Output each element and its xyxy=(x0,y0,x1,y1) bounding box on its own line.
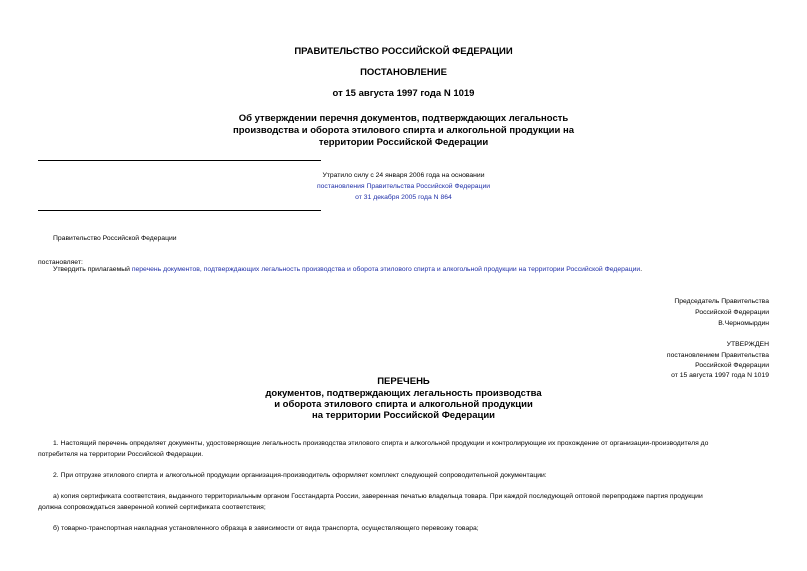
list-title: ПЕРЕЧЕНЬ xyxy=(377,376,430,387)
document-title-line1: Об утверждении перечня документов, подтверждающих легальность xyxy=(238,113,569,124)
approve-prefix: Утвердить прилагаемый xyxy=(53,266,132,273)
approve-suffix: . xyxy=(640,266,643,273)
signature-title: Председатель Правительства xyxy=(674,298,769,305)
divider-bottom xyxy=(38,210,321,211)
approved-by: постановлением Правительства xyxy=(666,352,769,359)
paragraph-a-line1: а) копия сертификата соответствия, выданного территориальным органом Госстандарта России, заверенная печатью владельца товара. При каждой последующей оптовой перепродаже партия продукции xyxy=(53,493,703,500)
government-heading: ПРАВИТЕЛЬСТВО РОССИЙСКОЙ ФЕДЕРАЦИИ xyxy=(294,46,513,57)
divider-top xyxy=(38,160,321,161)
document-date-number: от 15 августа 1997 года N 1019 xyxy=(332,88,475,99)
approved-label: УТВЕРЖДЕН xyxy=(726,341,769,348)
approved-country: Российской Федерации xyxy=(695,362,769,369)
preamble-decrees: постановляет: xyxy=(38,259,83,266)
paragraph-1-line2: потребителя на территории Российской Федерации. xyxy=(38,451,204,458)
paragraph-2: 2. При отгрузке этилового спирта и алкогольной продукции организация-производитель оформляет комплект следующей сопроводительной документации: xyxy=(53,472,547,479)
approve-sentence xyxy=(53,264,642,275)
signature-name: В.Черномырдин xyxy=(718,320,769,327)
document-type: ПОСТАНОВЛЕНИЕ xyxy=(360,67,447,78)
list-subtitle-line2: и оборота этилового спирта и алкогольной продукции xyxy=(274,399,533,410)
paragraph-1-line1: 1. Настоящий перечень определяет документы, удостоверяющие легальность производства этилового спирта и алкогольной продукции и контролирующие их прохождение от организации-производителя до xyxy=(53,440,709,447)
list-subtitle-line1: документов, подтверждающих легальность производства xyxy=(265,388,542,399)
status-note-link-line1[interactable]: постановления Правительства Российской Федерации xyxy=(316,183,491,190)
document-title-line2: производства и оборота этилового спирта и алкогольной продукции на xyxy=(232,125,575,136)
document-title-line3: территории Российской Федерации xyxy=(318,137,489,148)
preamble-government: Правительство Российской Федерации xyxy=(53,235,177,242)
signature-country: Российской Федерации xyxy=(695,309,769,316)
approved-date: от 15 августа 1997 года N 1019 xyxy=(671,372,769,379)
status-note-text: Утратило силу с 24 января 2006 года на основании xyxy=(322,172,485,179)
list-subtitle-line3: на территории Российской Федерации xyxy=(311,410,496,421)
paragraph-a-line2: должна сопровождаться заверенной копией сертификата соответствия; xyxy=(38,504,266,511)
approve-list-link[interactable]: перечень документов, подтверждающих легальность производства и оборота этилового спирта и алкогольной продукции на территории Российской Федерации xyxy=(131,266,641,273)
status-note-link-line2[interactable]: от 31 декабря 2005 года N 864 xyxy=(355,194,452,201)
paragraph-b: б) товарно-транспортная накладная установленного образца в зависимости от вида транспорта, осуществляющего перевозку товара; xyxy=(53,525,479,532)
